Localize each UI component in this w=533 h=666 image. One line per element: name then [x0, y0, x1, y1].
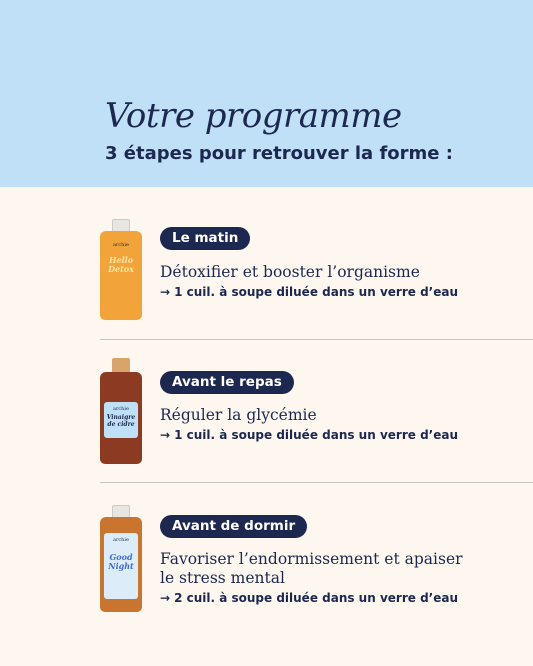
bottle-image: [100, 505, 142, 612]
step-description: Réguler la glycémie: [160, 406, 317, 424]
bottle-label-text: Vinaigre de cidre: [106, 414, 136, 428]
divider: [100, 482, 533, 483]
step-dose: → 2 cuil. à soupe diluée dans un verre d’eau: [160, 591, 458, 605]
page-title: Votre programme: [105, 96, 402, 136]
step-description: Favoriser l’endormissement et apaiser le stress mental: [160, 550, 463, 587]
header-banner: [0, 0, 533, 187]
step-badge: Avant de dormir: [160, 515, 307, 538]
step-dose: → 1 cuil. à soupe diluée dans un verre d’eau: [160, 285, 458, 299]
page-subtitle: 3 étapes pour retrouver la forme :: [105, 143, 453, 164]
bottle-brand: archie: [113, 406, 129, 412]
arrow-right-icon: →: [160, 591, 171, 605]
bottle-brand: archie: [113, 242, 129, 248]
arrow-right-icon: →: [160, 428, 171, 442]
step-badge: Le matin: [160, 227, 250, 250]
bottle-image: [100, 358, 142, 464]
step-dose: → 1 cuil. à soupe diluée dans un verre d’eau: [160, 428, 458, 442]
step-badge: Avant le repas: [160, 371, 294, 394]
step-description: Détoxifier et booster l’organisme: [160, 263, 420, 281]
bottle-brand: archie: [113, 537, 129, 543]
divider: [100, 339, 533, 340]
arrow-right-icon: →: [160, 285, 171, 299]
bottle-image: [100, 219, 142, 320]
bottle-label-text: Hello Detox: [108, 255, 134, 274]
bottle-label-text: Good Night: [108, 552, 134, 571]
